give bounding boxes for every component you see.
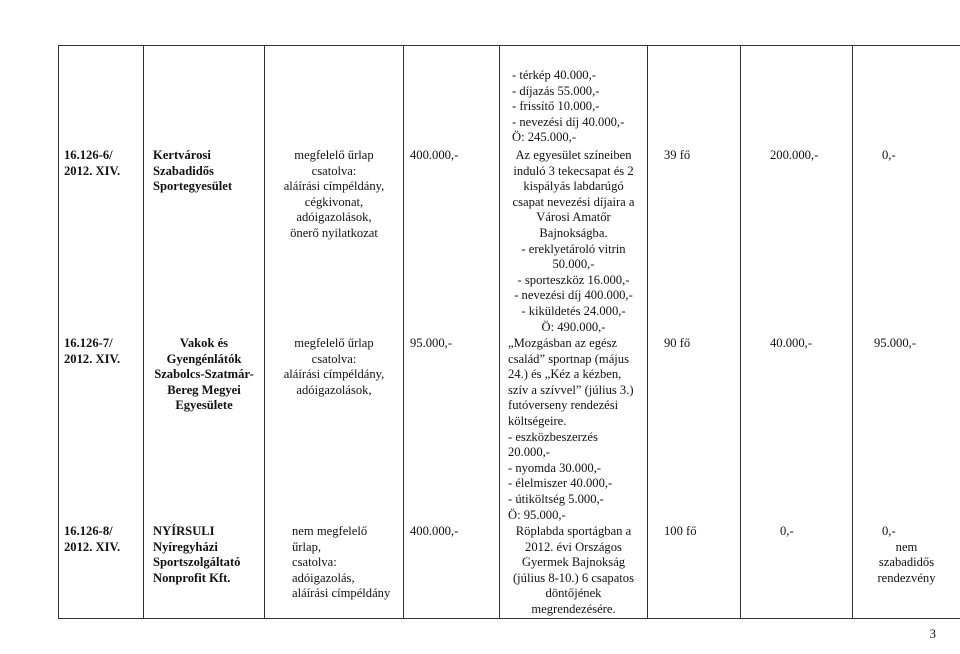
row2-docs-line: aláírási címpéldány, bbox=[283, 367, 385, 382]
row1-docs-line: adóigazolások, bbox=[296, 210, 372, 225]
row3-docs-line: adóigazolás, bbox=[292, 570, 355, 585]
row3-purpose-line: Gyermek Bajnokság bbox=[521, 555, 626, 570]
row2-purpose-line: Ö: 95.000,- bbox=[508, 507, 566, 522]
row1-name bbox=[153, 148, 232, 195]
row2-name-line: Vakok és bbox=[179, 336, 229, 350]
row1-purpose-line: - nevezési díj 400.000,- bbox=[514, 288, 633, 303]
row2-docs-line: adóigazolások, bbox=[296, 382, 372, 397]
row1-purpose-line: csapat nevezési díjaira a bbox=[512, 194, 635, 209]
row2-name-line: Gyengénlátók bbox=[166, 351, 242, 366]
row2-name-line: Bereg Megyei bbox=[167, 382, 241, 397]
row1-name-line: Szabadidős bbox=[153, 163, 214, 178]
row2-purpose-line: család” sportnap (május bbox=[508, 351, 629, 366]
row1-id bbox=[64, 148, 120, 179]
row2-purpose-line: szív a szívvel” (július 3.) bbox=[508, 382, 634, 397]
row3-purpose-line: Röplabda sportágban a bbox=[515, 524, 632, 538]
row2-id-line: 2012. XIV. bbox=[64, 351, 121, 366]
row2-docs bbox=[265, 336, 403, 398]
continuation-line: - nevezési díj 40.000,- bbox=[512, 114, 625, 129]
row3-name-line: Nonprofit Kft. bbox=[153, 570, 231, 585]
row2-id-line: 16.126-7/ bbox=[64, 336, 113, 350]
row1-purpose-line: - kiküldetés 24.000,- bbox=[521, 303, 626, 318]
row2-purpose-line: költségeire. bbox=[508, 413, 567, 428]
row3-docs-line: nem megfelelő bbox=[292, 524, 368, 538]
row1-docs-line: aláírási címpéldány, bbox=[283, 179, 385, 194]
row1-purpose-line: - ereklyetároló vitrin bbox=[521, 241, 626, 256]
table-top-border bbox=[58, 45, 960, 46]
continuation-line: - térkép 40.000,- bbox=[512, 68, 596, 82]
continuation-line: - frissítő 10.000,- bbox=[512, 99, 600, 114]
col-border-3 bbox=[403, 45, 404, 619]
row3-docs-line: csatolva: bbox=[292, 555, 337, 570]
row1-last bbox=[882, 148, 896, 164]
top-continuation bbox=[512, 68, 624, 146]
row3-docs-line: űrlap, bbox=[292, 539, 322, 554]
col-border-2 bbox=[264, 45, 265, 619]
row2-name-line: Szabolcs-Szatmár- bbox=[154, 367, 254, 382]
row3-id-line: 16.126-8/ bbox=[64, 524, 113, 538]
row2-purpose-line: 24.) és „Kéz a kézben, bbox=[508, 367, 622, 382]
row3-last-line: szabadidős bbox=[878, 555, 935, 570]
row3-name-line: Sportszolgáltató bbox=[153, 555, 241, 570]
row2-support: 40.000,- bbox=[770, 336, 812, 350]
row3-persons: 100 fő bbox=[664, 524, 697, 538]
col-border-6 bbox=[740, 45, 741, 619]
row3-purpose-line: döntőjének bbox=[545, 586, 602, 601]
row2-purpose-line: - útiköltség 5.000,- bbox=[508, 491, 604, 506]
row2-purpose-line: „Mozgásban az egész bbox=[508, 336, 618, 350]
row3-name-line: Nyíregyházi bbox=[153, 539, 218, 554]
row3-id bbox=[64, 524, 120, 555]
row1-docs-line: csatolva: bbox=[311, 163, 357, 178]
row2-name bbox=[144, 336, 264, 414]
row2-last-line: 95.000,- bbox=[874, 336, 916, 350]
page-number: 3 bbox=[929, 626, 936, 641]
continuation-line: - díjazás 55.000,- bbox=[512, 83, 600, 98]
row1-docs-line: önerő nyilatkozat bbox=[290, 225, 378, 240]
row2-purpose-line: futóverseny rendezési bbox=[508, 398, 619, 413]
row2-amount: 95.000,- bbox=[410, 336, 452, 350]
continuation-line: Ö: 245.000,- bbox=[512, 130, 577, 145]
row1-purpose-line: Ö: 490.000,- bbox=[541, 319, 606, 334]
row2-docs-line: megfelelő űrlap bbox=[294, 336, 374, 350]
row1-name-line: Kertvárosi bbox=[153, 148, 211, 162]
row3-purpose-line: megrendezésére. bbox=[531, 601, 616, 616]
row2-docs-line: csatolva: bbox=[311, 351, 357, 366]
row1-id-line: 16.126-6/ bbox=[64, 148, 113, 162]
row1-docs bbox=[265, 148, 403, 242]
row3-name bbox=[153, 524, 240, 586]
row3-docs bbox=[292, 524, 390, 602]
row3-last-line: nem bbox=[895, 539, 918, 554]
col-border-0 bbox=[58, 45, 59, 619]
row1-persons: 39 fő bbox=[664, 148, 691, 162]
row1-support: 200.000,- bbox=[770, 148, 819, 162]
row3-id-line: 2012. XIV. bbox=[64, 539, 121, 554]
row3-amount: 400.000,- bbox=[410, 524, 459, 538]
row3-name-line: NYÍRSULI bbox=[153, 524, 215, 538]
row2-purpose bbox=[508, 336, 634, 523]
row3-support: 0,- bbox=[780, 524, 794, 538]
row2-purpose-line: 20.000,- bbox=[508, 445, 550, 460]
row3-last-line: rendezvény bbox=[877, 570, 936, 585]
row1-purpose-line: Városi Amatőr bbox=[536, 210, 611, 225]
row3-purpose bbox=[500, 524, 647, 618]
col-border-5 bbox=[647, 45, 648, 619]
row1-name-line: Sportegyesület bbox=[153, 179, 233, 194]
row1-purpose-line: Az egyesület színeiben bbox=[515, 148, 632, 162]
row1-docs-line: megfelelő űrlap bbox=[294, 148, 374, 162]
row1-purpose-line: - sporteszköz 16.000,- bbox=[517, 272, 630, 287]
row2-purpose-line: - nyomda 30.000,- bbox=[508, 460, 602, 475]
row1-purpose-line: 50.000,- bbox=[552, 257, 595, 272]
row3-purpose-line: 2012. évi Országos bbox=[525, 539, 622, 554]
row2-last bbox=[874, 336, 916, 352]
row3-purpose-line: (július 8-10.) 6 csapatos bbox=[512, 570, 635, 585]
row2-id bbox=[64, 336, 120, 367]
row1-purpose-line: Bajnokságba. bbox=[539, 225, 608, 240]
col-border-1 bbox=[143, 45, 144, 619]
row1-amount: 400.000,- bbox=[410, 148, 459, 162]
row1-purpose bbox=[500, 148, 647, 335]
row3-last bbox=[853, 524, 960, 586]
row1-last-line: 0,- bbox=[882, 148, 896, 162]
row1-id-line: 2012. XIV. bbox=[64, 163, 121, 178]
row2-purpose-line: - élelmiszer 40.000,- bbox=[508, 476, 613, 491]
row2-persons: 90 fő bbox=[664, 336, 691, 350]
row1-docs-line: cégkivonat, bbox=[304, 194, 364, 209]
row1-purpose-line: induló 3 tekecsapat és 2 bbox=[513, 163, 634, 178]
row2-purpose-line: - eszközbeszerzés bbox=[508, 429, 598, 444]
table-bottom-border bbox=[58, 618, 960, 619]
row3-docs-line: aláírási címpéldány bbox=[292, 586, 391, 601]
row3-last-line: 0,- bbox=[882, 524, 896, 538]
row2-name-line: Egyesülete bbox=[175, 398, 233, 413]
row1-purpose-line: kispályás labdarúgó bbox=[523, 179, 624, 194]
